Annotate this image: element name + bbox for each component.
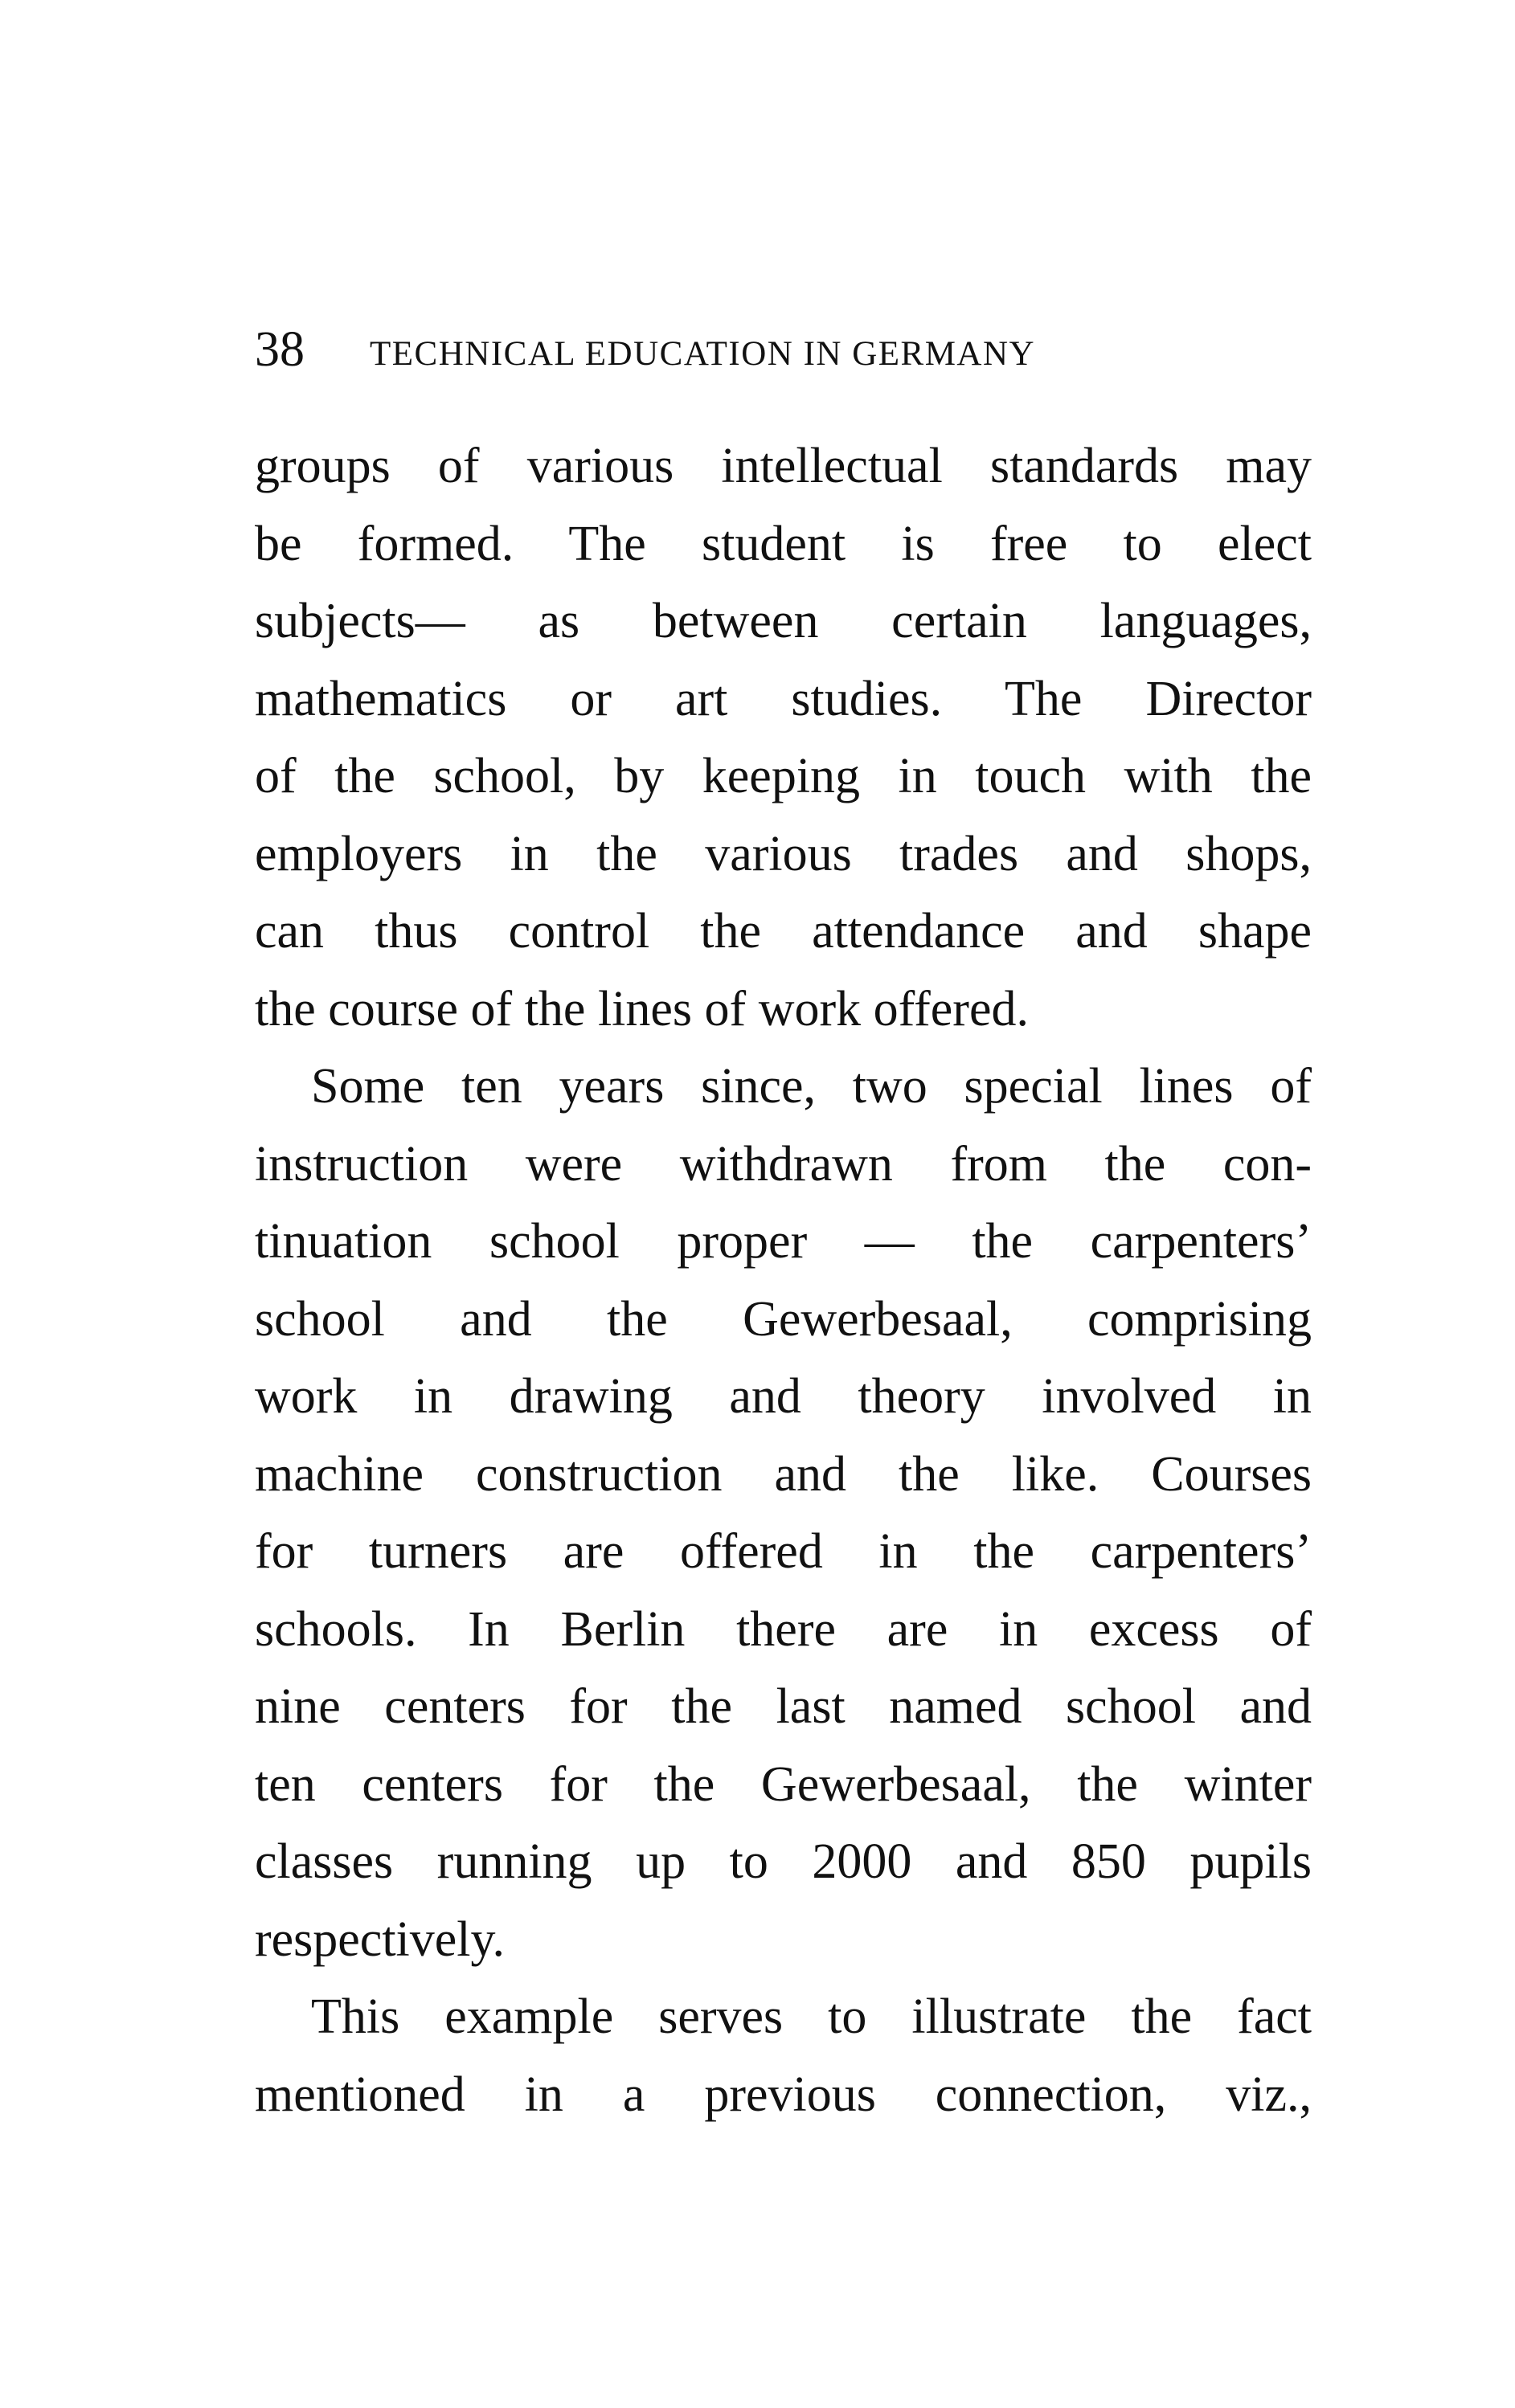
- running-title: TECHNICAL EDUCATION IN GERMANY: [370, 335, 1036, 373]
- text-line: Some ten years since, two special lines of: [311, 1059, 1312, 1114]
- text-line: mentioned in a previous connection, viz.,: [255, 2067, 1312, 2122]
- text-line: mathematics or art studies. The Director: [255, 671, 1312, 726]
- text-line: schools. In Berlin there are in excess of: [255, 1601, 1312, 1657]
- text-line: This example serves to illustrate the fact: [311, 1989, 1312, 2044]
- text-line: school and the Gewerbesaal, comprising: [255, 1291, 1312, 1347]
- text-line: tinuation school proper — the carpenters’: [255, 1214, 1312, 1269]
- text-line: the course of the lines of work offered.: [255, 981, 1029, 1036]
- text-line: employers in the various trades and shops,: [255, 826, 1312, 881]
- text-line: machine construction and the like. Courses: [255, 1446, 1312, 1502]
- text-line: nine centers for the last named school and: [255, 1679, 1312, 1734]
- text-line: classes running up to 2000 and 850 pupils: [255, 1834, 1312, 1889]
- page-number: 38: [255, 322, 305, 377]
- text-line: respectively.: [255, 1911, 505, 1967]
- text-line: of the school, by keeping in touch with the: [255, 749, 1312, 803]
- text-line: groups of various intellectual standards may: [255, 439, 1312, 493]
- text-line: be formed. The student is free to elect: [255, 516, 1312, 571]
- text-line: instruction were withdrawn from the con-: [255, 1136, 1312, 1192]
- body-text: [255, 427, 1312, 2133]
- text-line: for turners are offered in the carpenters’: [255, 1524, 1312, 1579]
- text-line: can thus control the attendance and shape: [255, 904, 1312, 959]
- text-line: subjects— as between certain languages,: [255, 594, 1312, 648]
- running-header: [255, 317, 1203, 382]
- text-line: ten centers for the Gewerbesaal, the winter: [255, 1756, 1312, 1812]
- text-line: work in drawing and theory involved in: [255, 1369, 1312, 1424]
